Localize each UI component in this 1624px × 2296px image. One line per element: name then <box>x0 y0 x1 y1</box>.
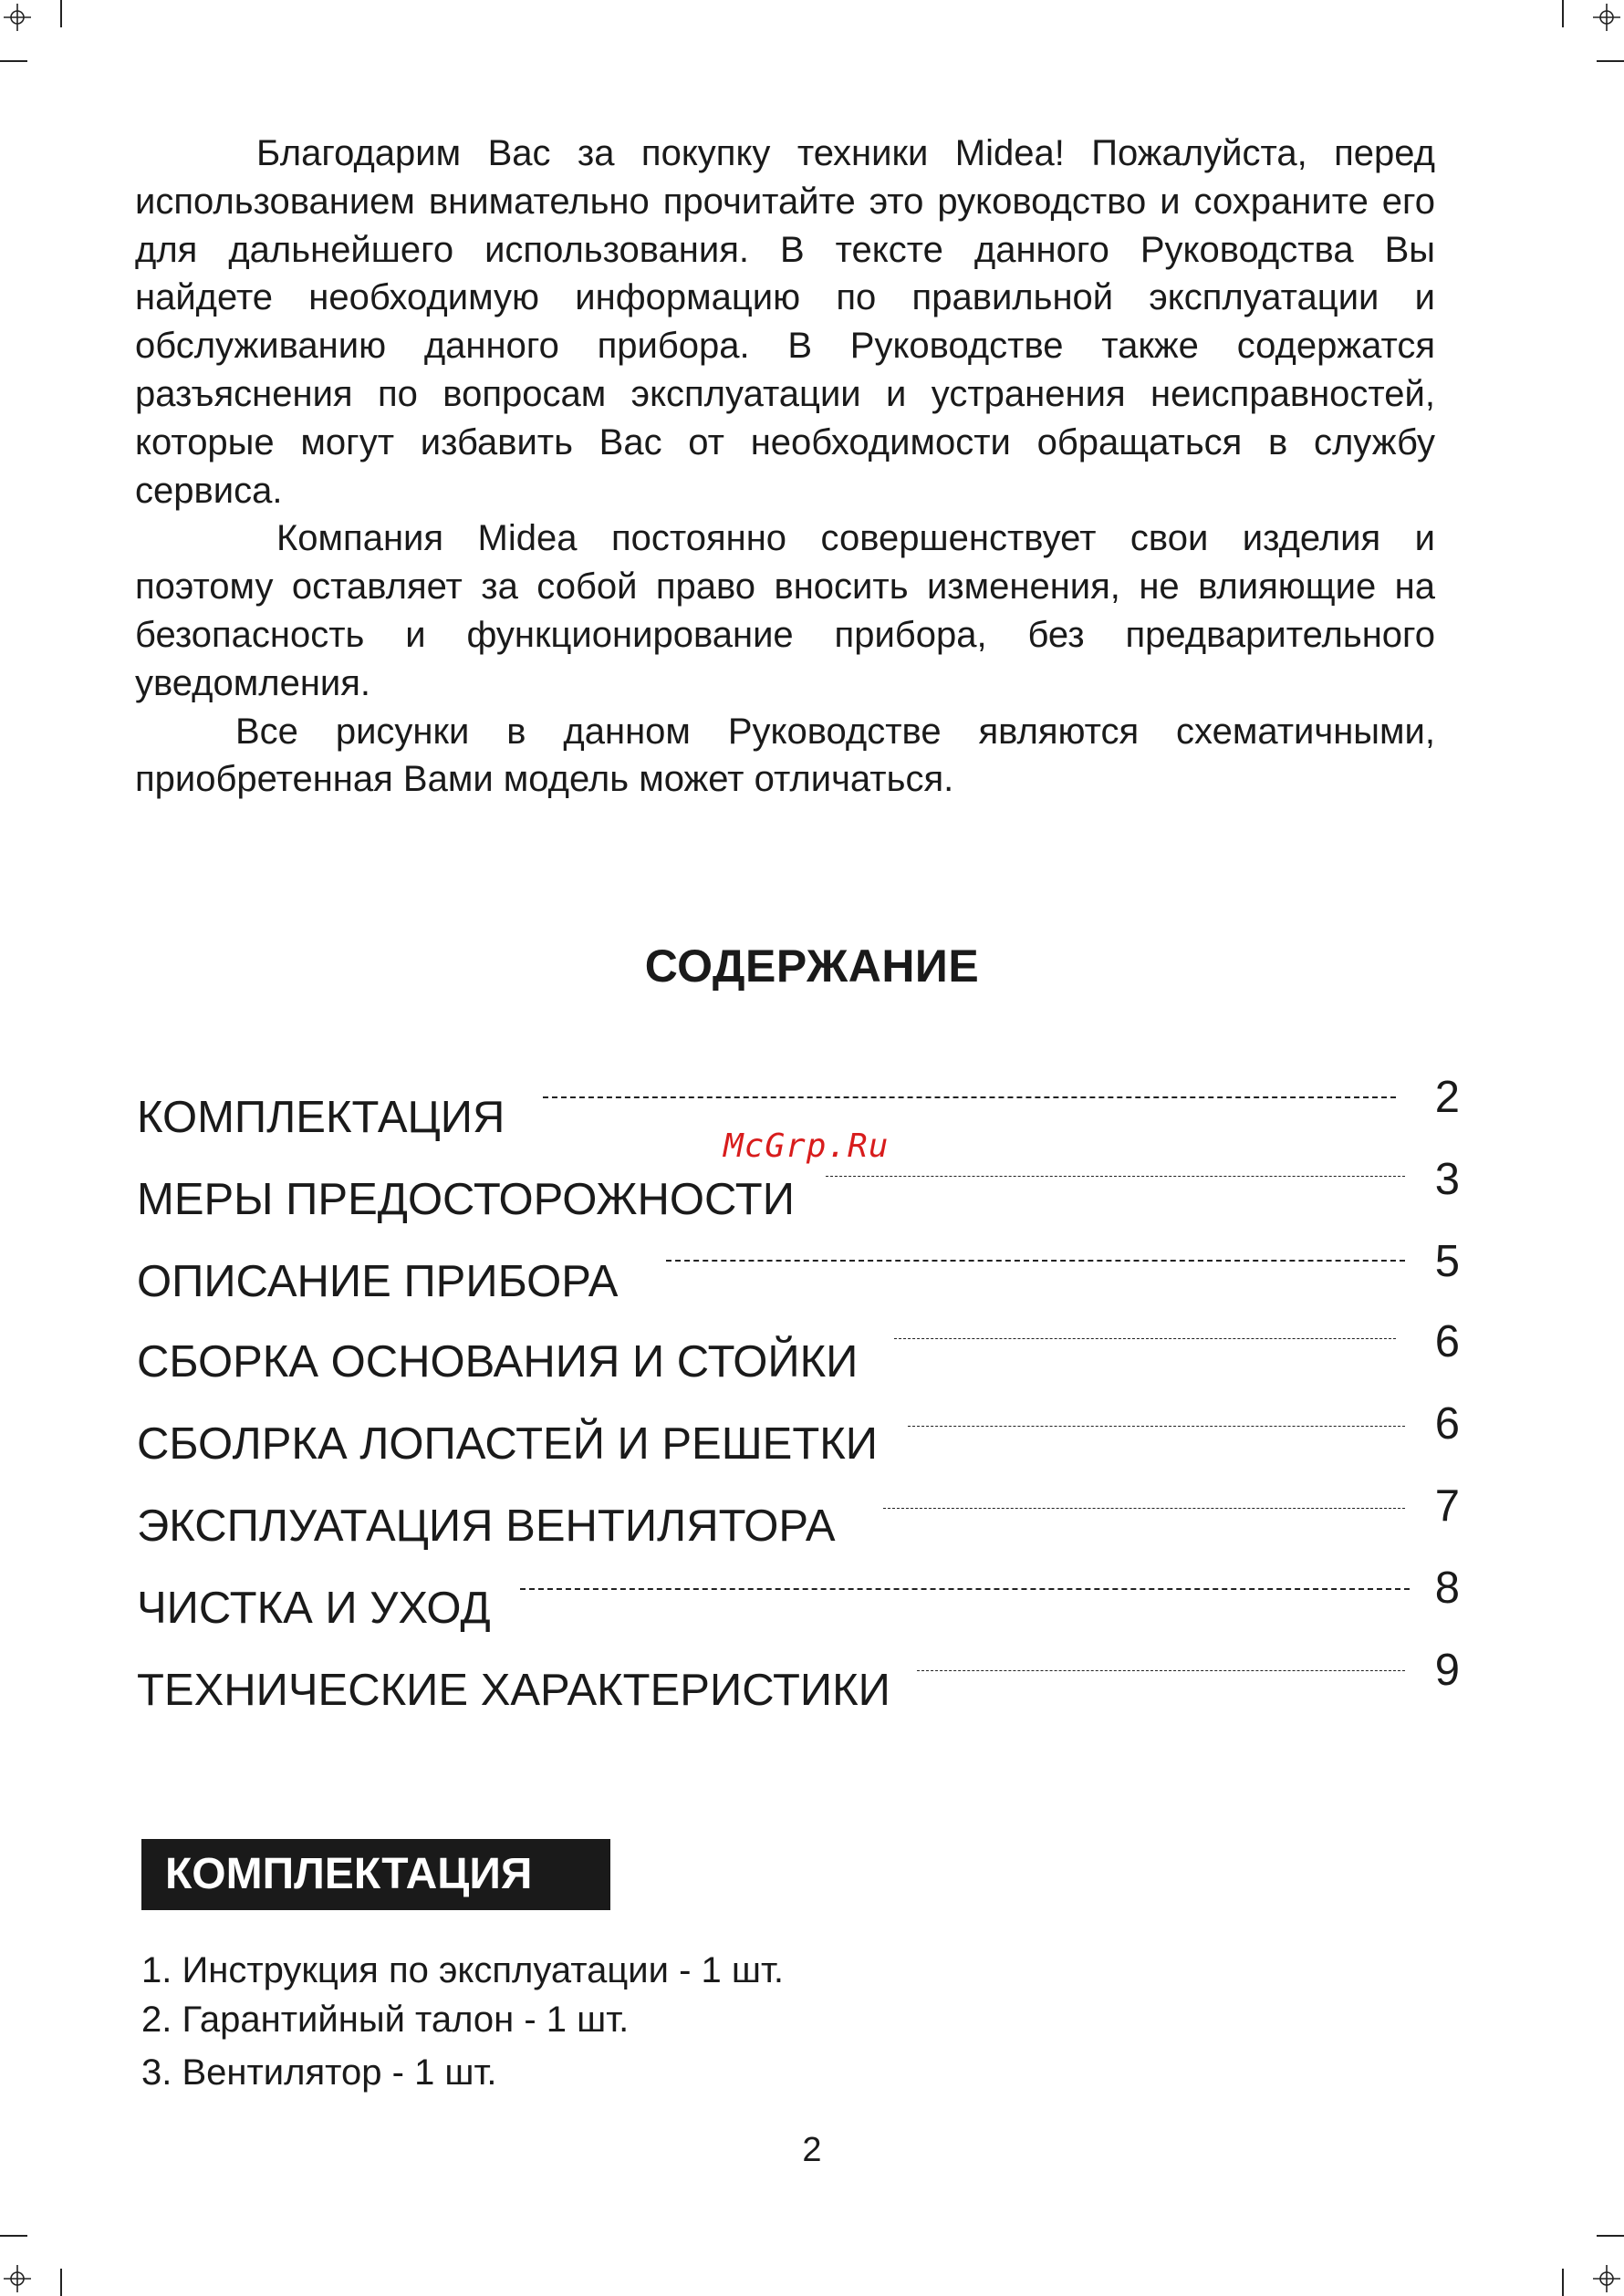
toc-leader <box>894 1338 1396 1339</box>
toc-leader <box>883 1508 1405 1509</box>
toc-leader <box>543 1096 1396 1098</box>
toc-title: СОДЕРЖАНИЕ <box>644 940 980 992</box>
section-heading: КОМПЛЕКТАЦИЯ <box>141 1839 610 1910</box>
toc-leader <box>520 1588 1410 1590</box>
toc-entry-label: ЭКСПЛУАТАЦИЯ ВЕНТИЛЯТОРА <box>137 1501 836 1551</box>
toc-leader <box>826 1176 1405 1177</box>
registration-mark-icon <box>4 4 31 31</box>
watermark: McGrp.Ru <box>724 1127 890 1165</box>
toc-entry-label: ТЕХНИЧЕСКИЕ ХАРАКТЕРИСТИКИ <box>137 1666 890 1715</box>
toc-entry-page: 7 <box>1434 1481 1460 1531</box>
toc-entry-page: 9 <box>1434 1646 1460 1695</box>
toc-leader <box>666 1260 1405 1262</box>
intro-paragraph: Все рисунки в данном Руководстве являются схематичными, приобретенная Вами модель может отличаться. <box>135 711 1435 800</box>
toc-entry-page: 3 <box>1434 1155 1460 1204</box>
registration-mark-icon <box>1593 4 1620 31</box>
list-item: 2. Гарантийный талон - 1 шт. <box>141 2000 630 2040</box>
page-number: 2 <box>802 2131 822 2169</box>
toc-entry-label: СБОЛРКА ЛОПАСТЕЙ И РЕШЕТКИ <box>137 1419 879 1469</box>
toc-entry-page: 6 <box>1434 1317 1460 1366</box>
toc-entry[interactable] <box>137 1398 1460 1469</box>
list-item: 1. Инструкция по эксплуатации - 1 шт. <box>141 1950 784 1990</box>
toc-entry[interactable] <box>137 1480 1460 1551</box>
toc-entry-page: 5 <box>1434 1237 1460 1286</box>
toc-entry[interactable] <box>137 1563 1460 1633</box>
registration-mark-icon <box>1593 2265 1620 2292</box>
intro-paragraph: Благодарим Вас за покупку техники Midea! Пожалуйста, перед использованием внимательно прочитайте это руководство и сохраните его для дальнейшего использования. В тексте данного Руководства Вы найдете необходимую информацию по правильной эксплуатации и обслуживанию данного прибора. В Руководстве также содержатся разъяснения по вопросам эксплуатации и устранения неисправностей, которые могут избавить Вас от необходимости обращаться в службу сервиса. <box>135 133 1435 511</box>
toc-entry[interactable] <box>137 1645 1460 1715</box>
toc-leader <box>917 1670 1405 1671</box>
toc-entry-label: ЧИСТКА И УХОД <box>137 1584 491 1633</box>
toc-entry-page: 2 <box>1434 1073 1460 1122</box>
toc-entry-page: 8 <box>1434 1564 1460 1613</box>
toc-entry[interactable] <box>137 1072 1460 1142</box>
toc-entry-label: ОПИСАНИЕ ПРИБОРА <box>137 1257 619 1306</box>
registration-mark-icon <box>4 2265 31 2292</box>
toc-entry[interactable] <box>137 1316 1460 1387</box>
toc-entry-label: СБОРКА ОСНОВАНИЯ И СТОЙКИ <box>137 1337 859 1387</box>
intro-paragraph: Компания Midea постоянно совершенствует свои изделия и поэтому оставляет за собой право вносить изменения, не влияющие на безопасность и функционирование прибора, без предварительного уведомления. <box>135 518 1435 703</box>
list-item: 3. Вентилятор - 1 шт. <box>141 2052 497 2093</box>
toc-entry-label: КОМПЛЕКТАЦИЯ <box>137 1093 505 1142</box>
toc-leader <box>908 1426 1405 1427</box>
toc-entry-page: 6 <box>1434 1399 1460 1449</box>
toc-entry[interactable] <box>137 1236 1460 1306</box>
intro-text <box>135 130 1435 804</box>
toc-entry-label: МЕРЫ ПРЕДОСТОРОЖНОСТИ <box>137 1175 795 1224</box>
